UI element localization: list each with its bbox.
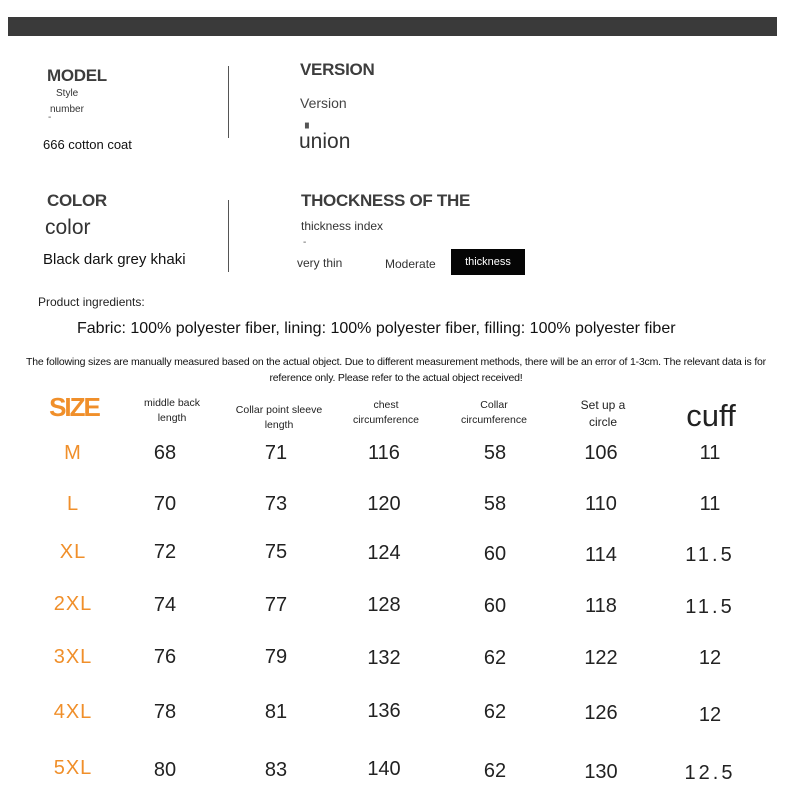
thickness-option-moderate: Moderate — [385, 257, 436, 271]
value-cell: 60 — [483, 595, 507, 617]
column-header-chest: chest circumference — [353, 399, 419, 426]
value-cell: 136 — [367, 700, 401, 722]
value-cell: 11.5 — [685, 596, 735, 618]
value-cell: 73 — [264, 493, 288, 515]
size-cell: 4XL — [53, 701, 93, 723]
value-cell: 116 — [368, 442, 400, 464]
column-header-circle: Set up a circle — [580, 398, 626, 429]
value-cell: 62 — [483, 760, 507, 782]
top-banner-bar — [8, 17, 777, 36]
thickness-dash: - — [303, 237, 307, 248]
value-cell: 114 — [585, 544, 617, 566]
column-header-collar: Collar circumference — [461, 399, 527, 426]
thickness-option-very-thin: very thin — [297, 256, 343, 270]
size-cell: 3XL — [53, 646, 93, 668]
model-value: 666 cotton coat — [43, 137, 132, 152]
value-cell: 79 — [264, 646, 288, 668]
value-cell: 12 — [698, 704, 722, 726]
value-cell: 60 — [483, 543, 507, 565]
value-cell: 80 — [153, 759, 177, 781]
color-heading: COLOR — [47, 191, 107, 210]
measurement-note: The following sizes are manually measured based on the actual object. Due to different measurement methods, there will be an error of 1-3cm. The relevant data is for reference only. Please refer to the actual object received! — [26, 356, 766, 384]
value-cell: 12.5 — [684, 762, 736, 784]
value-cell: 106 — [584, 442, 618, 464]
value-cell: 68 — [153, 442, 177, 464]
value-cell: 62 — [483, 647, 507, 669]
value-cell: 72 — [153, 541, 177, 563]
value-cell: 58 — [483, 442, 507, 464]
version-heading: VERSION — [300, 60, 375, 79]
size-cell: 5XL — [53, 757, 93, 779]
value-cell: 71 — [264, 442, 288, 464]
value-cell: 58 — [483, 493, 507, 515]
value-cell: 130 — [584, 761, 618, 783]
value-cell: 70 — [153, 493, 177, 515]
value-cell: 124 — [367, 542, 401, 564]
model-heading: MODEL — [47, 66, 107, 85]
value-cell: 77 — [264, 594, 288, 616]
value-cell: 11 — [699, 442, 721, 464]
value-cell: 140 — [367, 758, 401, 780]
column-header-cuff: cuff — [686, 398, 736, 433]
version-value: union — [299, 130, 351, 153]
value-cell: 83 — [264, 759, 288, 781]
value-cell: 78 — [153, 701, 177, 723]
value-cell: 110 — [585, 493, 617, 515]
value-cell: 126 — [584, 702, 618, 724]
model-sub-style: Style — [56, 88, 79, 99]
value-cell: 122 — [584, 647, 618, 669]
version-dash: ▖ — [305, 118, 313, 129]
fabric-composition: Fabric: 100% polyester fiber, lining: 100% polyester fiber, filling: 100% polyester fiber — [77, 320, 676, 337]
value-cell: 132 — [367, 647, 401, 669]
version-sub: Version — [300, 95, 347, 111]
thickness-option-selected: thickness — [451, 249, 525, 275]
divider-line — [228, 66, 229, 138]
color-value: Black dark grey khaki — [43, 251, 186, 268]
value-cell: 128 — [367, 594, 401, 616]
value-cell: 120 — [367, 493, 401, 515]
divider-line — [228, 200, 229, 272]
thickness-sub: thickness index — [301, 219, 384, 233]
size-cell: M — [64, 442, 82, 464]
size-cell: L — [66, 493, 80, 515]
thickness-heading: THOCKNESS OF THE — [301, 191, 470, 210]
value-cell: 76 — [153, 646, 177, 668]
size-column-header: SIZE — [49, 392, 99, 422]
value-cell: 118 — [585, 595, 617, 617]
value-cell: 75 — [264, 541, 288, 563]
ingredients-label: Product ingredients: — [38, 295, 145, 309]
value-cell: 74 — [153, 594, 177, 616]
column-header-back-length: middle back length — [143, 397, 201, 424]
value-cell: 62 — [483, 701, 507, 723]
size-cell: XL — [59, 541, 87, 563]
model-dash: - — [48, 112, 52, 123]
value-cell: 81 — [264, 701, 288, 723]
size-cell: 2XL — [53, 593, 93, 615]
color-sub: color — [45, 216, 91, 239]
value-cell: 11.5 — [685, 544, 735, 566]
model-sub-number: number — [50, 104, 84, 115]
column-header-sleeve-length: Collar point sleeve length — [235, 404, 323, 431]
value-cell: 12 — [698, 647, 722, 669]
value-cell: 11 — [699, 493, 721, 515]
